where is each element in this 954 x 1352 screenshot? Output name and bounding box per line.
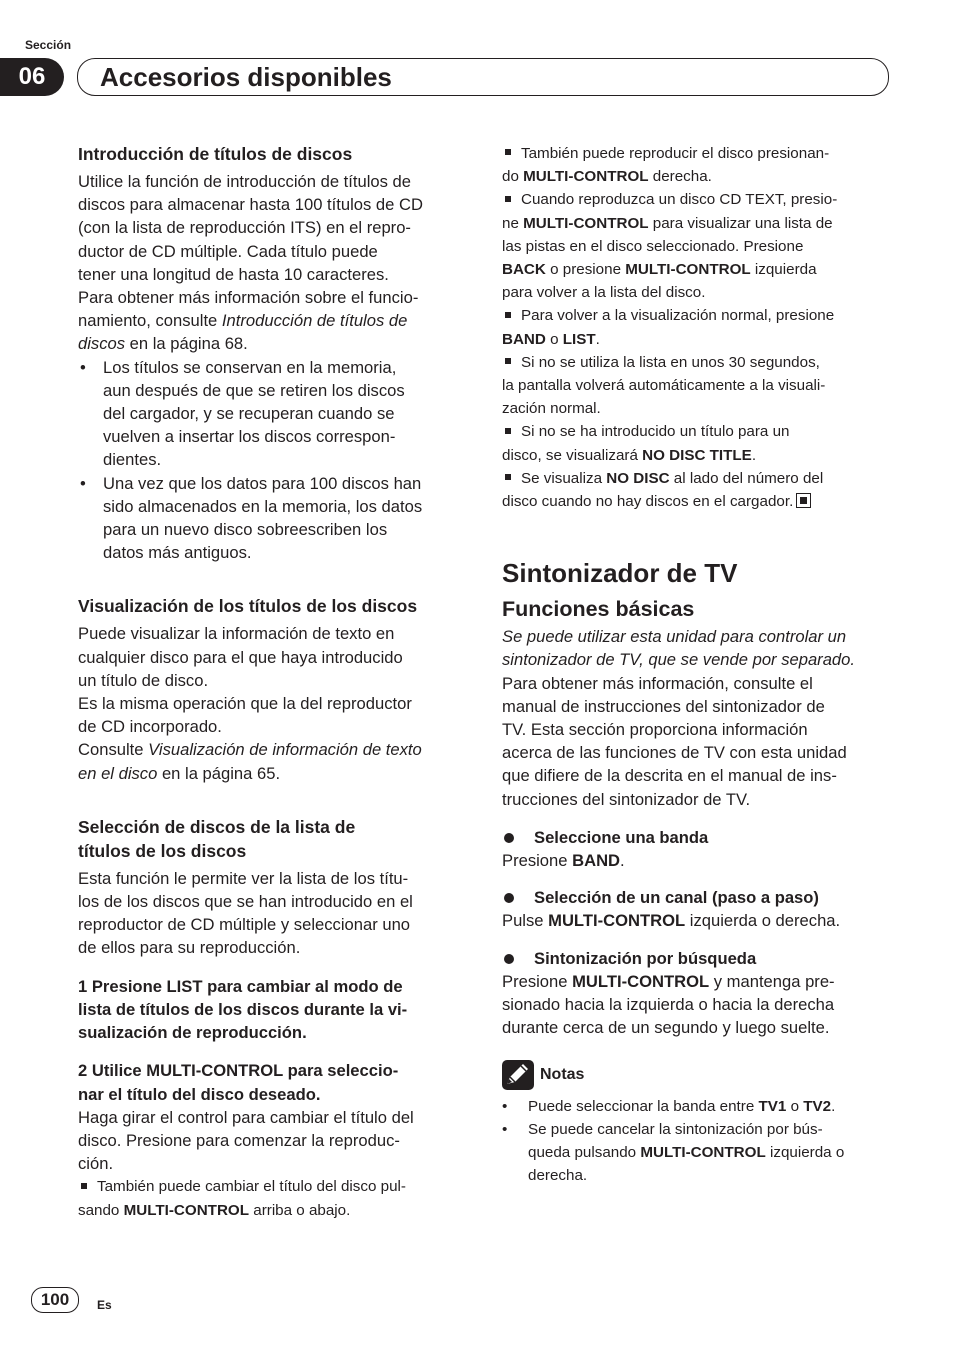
function-heading-canal: Selección de un canal (paso a paso) [502, 886, 894, 909]
tv-intro-italic: Se puede utilizar esta unidad para controlar un sintonizador de TV, que se vende por separado. [502, 627, 855, 670]
left-column [78, 142, 470, 1222]
intro-bullets [78, 356, 470, 565]
square-bullet-icon [505, 474, 511, 480]
notes-heading [502, 1060, 894, 1090]
right-column [502, 142, 894, 1187]
square-bullet-icon [81, 1183, 87, 1189]
list-item: • Se puede cancelar la sintonización por bús- queda pulsando MULTI-CONTROL izquierda o derecha. [502, 1118, 894, 1188]
function-heading-banda: Seleccione una banda [502, 826, 894, 849]
list-item: • Una vez que los datos para 100 discos han sido almacenados en la memoria, los datos para un nuevo disco sobreescriben los datos más antiguos. [78, 472, 470, 565]
language-code: Es [97, 1298, 112, 1312]
heading-visualizacion: Visualización de los títulos de los discos [78, 596, 418, 617]
step-2-body: Haga girar el control para cambiar el título del disco. Presione para comenzar la reproduc- ción. [78, 1107, 414, 1174]
list-item: • Puede seleccionar la banda entre TV1 o TV2. [502, 1095, 894, 1118]
tv-intro: Para obtener más información, consulte el manual de instrucciones del sintonizador de TV. Esta sección proporciona información acerca de las funciones de TV con esta unidad que difiere de la descrita en el manual de ins- trucciones del sintonizador de TV. [502, 673, 847, 809]
heading-funciones-basicas: Funciones básicas [502, 597, 695, 622]
chapter-title: Accesorios disponibles [100, 62, 392, 92]
function-body-busqueda: Presione MULTI-CONTROL y mantenga pre- sionado hacia la izquierda o hacia la derecha durante cerca de un segundo y luego suelte. [502, 971, 835, 1038]
heading-seleccion: Selección de discos de la lista de títulos de los discos [78, 816, 356, 861]
square-bullet-icon [505, 196, 511, 202]
square-bullet-icon [505, 358, 511, 364]
section-label: Sección [25, 38, 72, 52]
visualizacion-paragraph: Puede visualizar la información de texto en cualquier disco para el que haya introducido un título de disco. Es la misma operación que la del reproductor de CD incorporado. Consulte Visualización de información de texto en el disco en la página 65. [78, 624, 422, 783]
heading-introduccion: Introducción de títulos de discos [78, 144, 353, 164]
square-bullet-icon [505, 312, 511, 318]
tip-6: Se visualiza NO DISC al lado del número del disco cuando no hay discos en el cargador. [502, 469, 824, 511]
tip-2: Cuando reproduzca un disco CD TEXT, presio- ne MULTI-CONTROL para visualizar una lista de las pistas en el disco seleccionado. Presione BACK o presione MULTI-CONTROL izquierda para volver a la lista del disco. [502, 191, 838, 302]
function-body-banda: Presione BAND. [502, 851, 625, 871]
pencil-note-icon [502, 1060, 534, 1090]
tip-4: Si no se utiliza la lista en unos 30 segundos, la pantalla volverá automáticamente a la visuali- zación normal. [502, 353, 826, 418]
section-number: 06 [0, 58, 64, 96]
step-2: 2 Utilice MULTI-CONTROL para seleccio- nar el título del disco deseado. [78, 1061, 399, 1104]
end-of-section-icon [796, 493, 811, 508]
square-bullet-icon [505, 428, 511, 434]
intro-paragraph: Utilice la función de introducción de títulos de discos para almacenar hasta 100 títulos de CD (con la lista de reproducción ITS) en el repro- ductor de CD múltiple. Cada título puede tener una longitud de hasta 10 caracteres. Para obtener más información sobre el funcio- namiento, consulte Introducción de títulos de discos en la página 68. [78, 172, 423, 354]
tip-5: Si no se ha introducido un título para un disco, se visualizará NO DISC TITLE. [502, 423, 790, 464]
tip-1: También puede reproducir el disco presionan- do MULTI-CONTROL derecha. [502, 145, 830, 186]
square-bullet-icon [505, 149, 511, 155]
chapter-title-box [77, 58, 889, 96]
heading-sintonizador-tv: Sintonizador de TV [502, 558, 738, 589]
step-1: 1 Presione LIST para cambiar al modo de lista de títulos de los discos durante la vi- sualización de reproducción. [78, 976, 408, 1043]
page-number: 100 [31, 1287, 79, 1313]
tip-3: Para volver a la visualización normal, presione BAND o LIST. [502, 307, 835, 348]
function-heading-busqueda: Sintonización por búsqueda [502, 947, 894, 970]
list-item: • Los títulos se conservan en la memoria, aun después de que se retiren los discos del cargador, y se recuperan cuando se vuelven a insertar los discos correspon- dientes. [78, 356, 470, 472]
notes-list [502, 1095, 894, 1188]
notes-label: Notas [540, 1065, 585, 1083]
seleccion-paragraph: Esta función le permite ver la lista de los títu- los de los discos que se han introducido en el reproductor de CD múltiple y seleccionar uno de ellos para su reproducción. [78, 868, 413, 958]
function-body-canal: Pulse MULTI-CONTROL izquierda o derecha. [502, 911, 841, 931]
step-2-tip: También puede cambiar el título del disco pul- sando MULTI-CONTROL arriba o abajo. [78, 1178, 406, 1219]
